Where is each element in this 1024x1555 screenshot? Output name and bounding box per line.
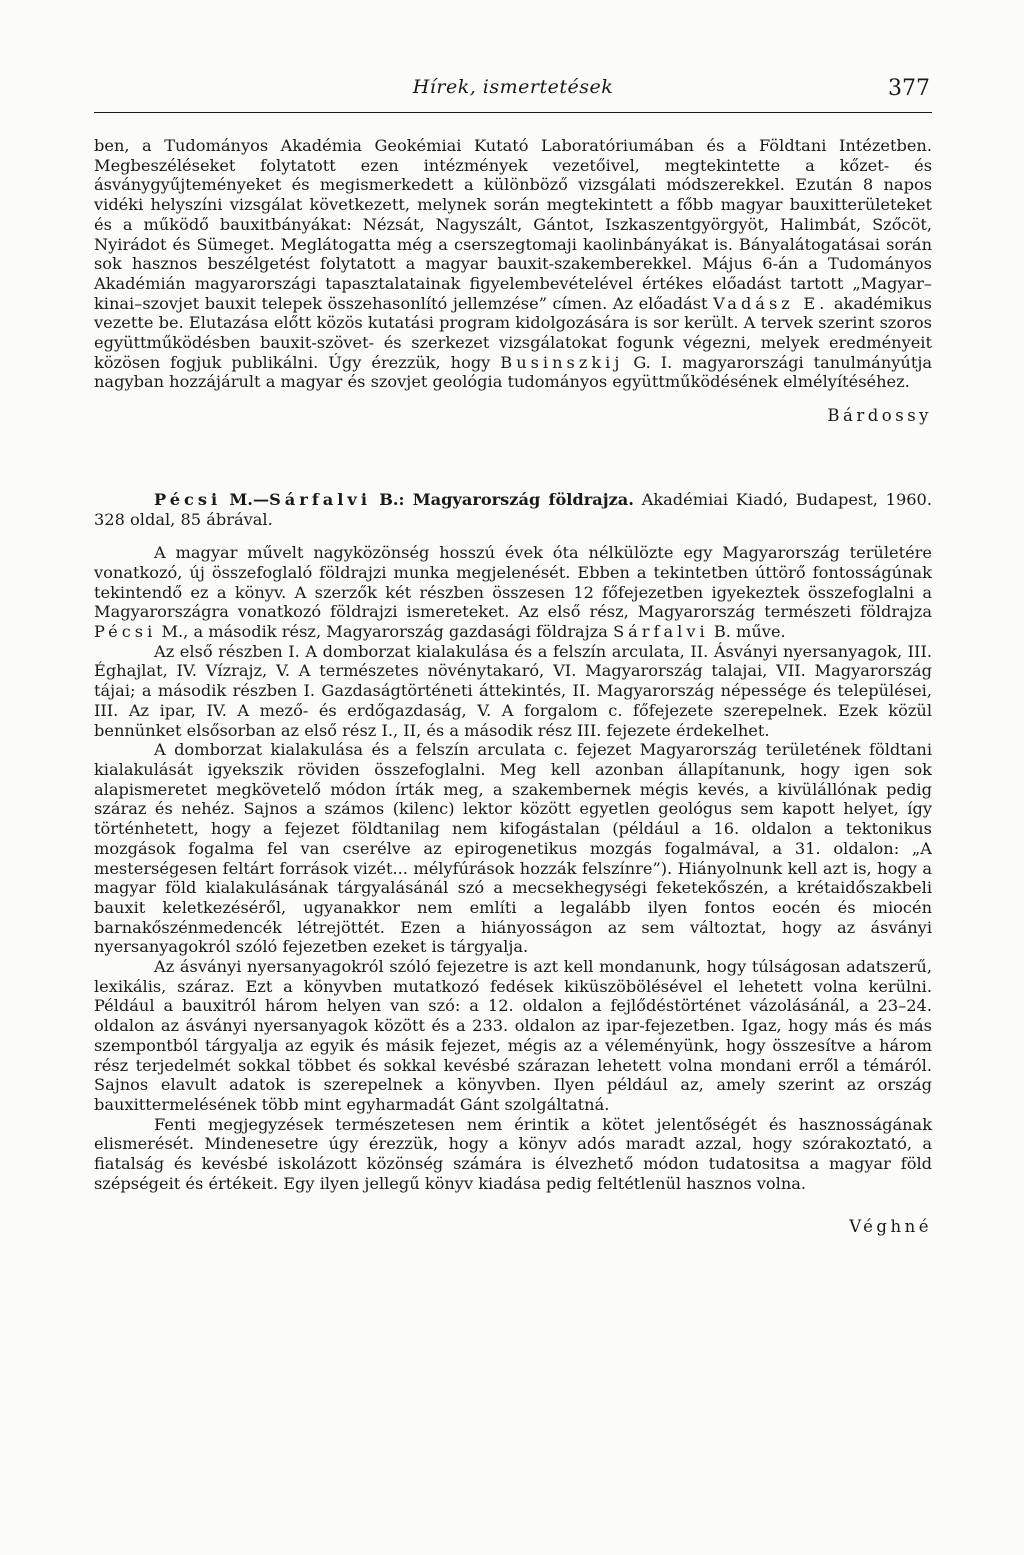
review-paragraph-4: Az ásványi nyersanyagokról szóló fejezetre is azt kell mondanunk, hogy túlságosan adatszerű, lexikális, száraz. Ezt a könyvben mutatkozó fedések kiküszöbölésével el lehetett volna kerülni. Például a bauxitról három helyen van szó: a 12. oldalon a fejlődéstörténet vázolásánál, a 23–24. oldalon az ásványi nyersanyagok között és a 233. oldalon az ipar-fejezetben. Igaz, hogy más és más szempontból tárgyalja az egyik és másik fejezet, mégis az a véleményünk, hogy összesítve a három rész terjedelmét sokkal többet és sokkal kevésbé szárazan lehetett volna mondani erről a témáról. Sajnos elavult adatok is szerepelnek a könyvben. Ilyen például az, amely szerint az ország bauxittermelésének több mint egyharmadát Gánt szolgáltatná.: [94, 957, 932, 1114]
person-name-businszkij: Businszkij: [500, 352, 624, 372]
citation-author-1-initial: M.—: [221, 489, 270, 509]
page-body: [94, 136, 932, 1237]
person-name-vadasz: Vadász E.: [713, 293, 829, 313]
review-paragraph-3: A domborzat kialakulása és a felszín arculata c. fejezet Magyarország területének földtani kialakulását igyekszik röviden összefoglalni. Meg kell azonban állapítanunk, hogy igen sok alapismeretet megkövetelő módon írták meg, a szakembernek mégis kevés, a kivülállónak pedig száraz és nehéz. Sajnos a számos (kilenc) lektor között egyetlen geológus sem kapott helyet, így történhetett, hogy a fejezet földtanilag nem kifogástalan (például a 16. oldalon a tektonikus mozgások fogalma fel van cserélve az epirogenetikus mozgás fogalmával, a 31. oldalon: „A mesterségesen feltárt források vizét... mélyfúrások hozzák felszínre”). Hiányolnunk kell azt is, hogy a magyar föld kialakulásának tárgyalásánál szó a mecsekhegységi feketekőszén, a krétaidőszakbeli bauxit keletkezéséről, ugyanakkor nem említi a legalább ilyen fontos eocén és miocén barnakőszénmedencék létrejöttét. Ezen a hiányosságon az sem változtat, hogy az ásványi nyersanyagokról szóló fejezetben ezeket is tárgyalja.: [94, 740, 932, 957]
review-p1-text-c: B. műve.: [708, 622, 786, 642]
review-citation: [94, 490, 932, 529]
page-number: 377: [888, 76, 930, 101]
review-author-pecsi: Pécsi: [94, 622, 157, 642]
review-paragraph-5: Fenti megjegyzések természetesen nem érintik a kötet jelentőségét és hasznosságának elismerését. Mindenesetre úgy érezzük, hogy a könyv adós maradt azzal, hogy szórakoztató, a fiatalság és kevésbé iskolázott közönség számára is élvezhető módon tudatositsa a magyar föld szépségeit és értékeit. Egy ilyen jellegű könyv kiadása pedig feltétlenül hasznos volna.: [94, 1114, 932, 1193]
review-p1-text-b: M., a második rész, Magyarország gazdasági földrajza: [156, 622, 614, 642]
signature-bardossy: Bárdossy: [827, 406, 932, 426]
news-text-3: G. I. magyarországi tanulmányútja nagyban hozzájárult a magyar és szovjet geológia tudományos együttműködésének elmélyítéséhez.: [94, 352, 933, 392]
signature-veghne: Véghné: [849, 1217, 932, 1237]
news-text-1: ben, a Tudományos Akadémia Geokémiai Kutató Laboratóriumában és a Földtani Intézetben. Megbeszéléseket folytatott ezen intézmények vezetőivel, megtekintette a kőzet- és ásványgyűjteményeket és megismerkedett a különböző vizsgálati módszerekkel. Ezután 8 napos vidéki helyszíni vizsgálat következett, melynek során megtekintett a főbb magyar bauxitterületeket és a működő bauxitbányákat: Nézsát, Nagyszált, Gántot, Iszkaszentgyörgyöt, Halimbát, Szőcöt, Nyirádot és Sümeget. Meglátogatta még a cserszegtomaji kaolinbányákat is. Bányalátogatásai során sok hasznos beszélgetést folytatott a magyar bauxit-szakemberekkel. Május 6-án a Tudományos Akadémián magyarországi tapasztalatainak figyelembevételével értékes előadást tartott „Magyar–kinai–szovjet bauxit telepek összehasonlító jellemzése” címen. Az előadást: [94, 136, 932, 313]
running-title: Hírek, ismertetések: [412, 76, 614, 98]
running-header: [94, 76, 932, 113]
review-paragraph-1: [94, 543, 932, 642]
review-author-sarfalvi: Sárfalvi: [613, 622, 709, 642]
review-paragraph-2: Az első részben I. A domborzat kialakulása és a felszín arculata, II. Ásványi nyersanyagok, III. Éghajlat, IV. Vízrajz, V. A természetes növénytakaró, VI. Magyarország talajai, VII. Magyarország tájai; a második részben I. Gazdaságtörténeti áttekintés, II. Magyarország népessége és települései, III. Az ipar, IV. A mező- és erdőgazdaság, V. A forgalom c. főfejezete szerepelnek. Ezek közül bennünket elsősorban az első rész I., II, és a második rész III. fejezete érdekelhet.: [94, 641, 932, 740]
citation-author-1: Pécsi: [154, 489, 222, 509]
news-text-2: akadémikus vezette be. Elutazása előtt közös kutatási program kidolgozására is sor került. A tervek szerint szoros együttműködésben bauxit-szövet- és szerkezet vizsgálatokat fogunk végezni, melyek eredményeit közösen fogjuk publikálni. Úgy érezzük, hogy: [94, 293, 932, 372]
citation-book-title: B.: Magyarország földrajza.: [370, 489, 634, 509]
review-p1-text-a: A magyar művelt nagyközönség hosszú évek óta nélkülözte egy Magyarország területére vonatkozó, új összefoglaló földrajzi munka megjelenését. Ebben a tekintetben úttörő fontosságúnak tekintendő ez a könyv. A szerzők két részben összesen 12 főfejezetben igyekeztek összefoglalni a Magyarországra vonatkozó földrajzi ismereteket. Az első rész, Magyarország természeti földrajza: [94, 543, 932, 622]
citation-author-2: Sárfalvi: [269, 489, 371, 509]
citation-publisher: Akadémiai Kiadó, Budapest, 1960. 328 oldal, 85 ábrával.: [94, 489, 932, 529]
news-paragraph: [94, 136, 932, 392]
